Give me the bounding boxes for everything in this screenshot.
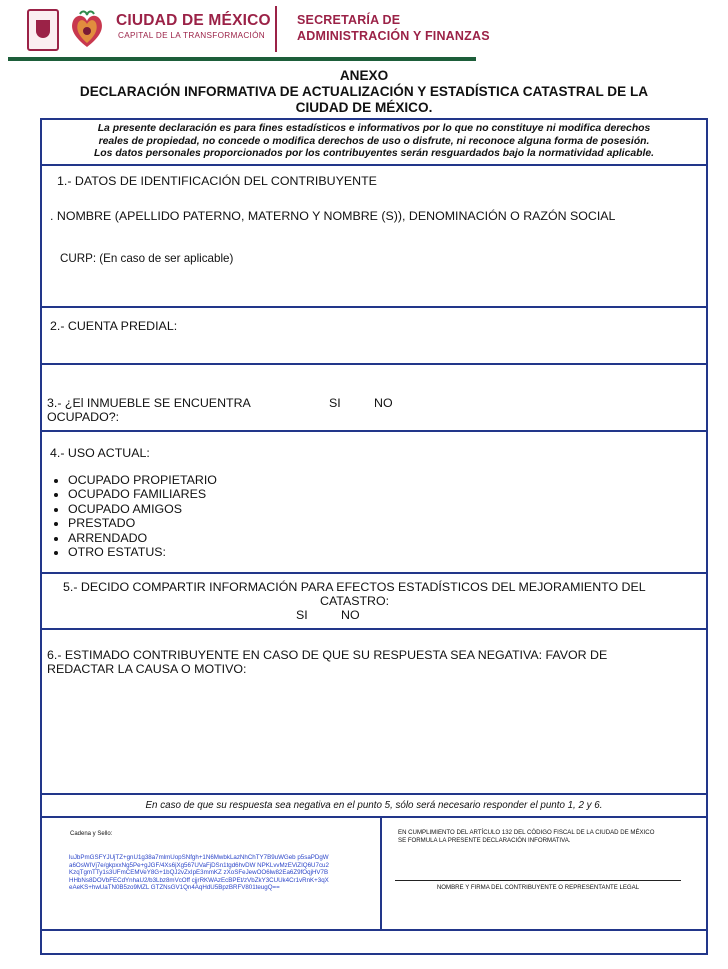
section6-instruction-cont[interactable]: REDACTAR LA CAUSA O MOTIVO: xyxy=(47,662,247,676)
uso-option-familiares[interactable]: • OCUPADO FAMILIARES xyxy=(68,487,217,501)
section3-option-si[interactable]: SI xyxy=(329,396,341,410)
section6-instruction: 6.- ESTIMADO CONTRIBUYENTE EN CASO DE QUE SU RESPUESTA SEA NEGATIVA: FAVOR DE xyxy=(47,648,608,662)
uso-option-arrendado[interactable]: • ARRENDADO xyxy=(68,531,217,545)
cadena-label: Cadena y Sello: xyxy=(70,831,113,837)
section1-heading: 1.- DATOS DE IDENTIFICACIÓN DEL CONTRIBUYENTE xyxy=(57,174,377,188)
cdmx-shield-logo xyxy=(27,9,59,51)
section5-option-no[interactable]: NO xyxy=(341,608,360,622)
divider xyxy=(40,363,708,365)
uso-option-amigos[interactable]: • OCUPADO AMIGOS xyxy=(68,502,217,516)
intro-disclaimer xyxy=(56,123,692,161)
cdmx-heart-logo xyxy=(68,9,106,51)
curp-field-label[interactable]: CURP: (En caso de ser aplicable) xyxy=(60,252,234,265)
secretaria-line2: ADMINISTRACIÓN Y FINANZAS xyxy=(297,28,490,43)
header-divider xyxy=(275,6,277,52)
section5-question: 5.- DECIDO COMPARTIR INFORMACIÓN PARA EFECTOS ESTADÍSTICOS DEL MEJORAMIENTO DEL xyxy=(63,580,646,594)
title-line3: CIUDAD DE MÉXICO. xyxy=(295,100,433,115)
intro-line3: Los datos personales proporcionados por los contribuyentes serán resguardados bajo la normatividad aplicable. xyxy=(93,148,655,159)
divider xyxy=(40,572,708,574)
divider xyxy=(40,929,708,931)
signature-line[interactable] xyxy=(395,880,681,881)
uso-actual-list xyxy=(49,473,217,559)
divider xyxy=(40,164,708,166)
intro-line1: La presente declaración es para fines estadísticos e informativos por lo que no constituye ni modifica derechos xyxy=(97,123,651,134)
uso-option-prestado[interactable]: • PRESTADO xyxy=(68,516,217,530)
footer-divider xyxy=(380,817,382,929)
intro-line2: reales de propiedad, no concede o modifica derechos de uso o disfrute, ni reconoce alguna forma de posesión. xyxy=(98,135,650,147)
divider xyxy=(40,306,708,308)
uso-option-otro[interactable]: • OTRO ESTATUS: xyxy=(68,545,217,559)
brand-subtitle: CAPITAL DE LA TRANSFORMACIÓN xyxy=(118,31,266,40)
cuenta-predial-label[interactable]: 2.- CUENTA PREDIAL: xyxy=(50,319,178,333)
cadena-sello-value: luJbPmGSFYJUjTZ+gnU1g38a7mlmUopSNfgh+1N6MwbkLazNhChTY7B9uWGeb p5saPDgWa6OsWIVj7e/gkpxxNg5Pe+gJGF/4Xs6jXg567UVaFjDSn1tgd6hvDW NPKLvvMzEViZIQ6U7cu2KzqTgmTTy1s3UFmCEMVeY8G+1bQJ2vZxIpE3mmKZ zXoSFeJewOO6lw82Ea6Z9fOqjHV7BHHbNs8DOVbFECdYnhaU2/b3Lbz8mVcOff cjjrRKWAzEcBPEt/zVbZkY3CUUk4Cr1vRnK+3qXeAeKS+hwUaTN0B5zo9MZL GTZNsGV1Qn4AqHdU5BpzBRFV801teugQ== xyxy=(69,854,329,892)
nombre-field-label[interactable]: . NOMBRE (APELLIDO PATERNO, MATERNO Y NOMBRE (S)), DENOMINACIÓN O RAZÓN SOCIAL xyxy=(50,209,616,223)
instruction-note: En caso de que su respuesta sea negativa en el punto 5, sólo será necesario responder el punto 1, 2 y 6. xyxy=(145,800,603,811)
signature-label: NOMBRE Y FIRMA DEL CONTRIBUYENTE O REPRESENTANTE LEGAL xyxy=(436,884,640,891)
uso-option-propietario[interactable]: • OCUPADO PROPIETARIO xyxy=(68,473,217,487)
section5-question-cont: CATASTRO: xyxy=(320,594,390,608)
brand-title: CIUDAD DE MÉXICO xyxy=(116,12,271,29)
section3-question-cont: OCUPADO?: xyxy=(47,410,120,424)
legal-statement: EN CUMPLIMIENTO DEL ARTÍCULO 132 DEL CÓDIGO FISCAL DE LA CIUDAD DE MÉXICO SE FORMULA LA PRESENTE DECLARACIÓN INFORMATIVA. xyxy=(398,829,655,844)
header-accent-bar xyxy=(8,57,476,61)
section5-option-si[interactable]: SI xyxy=(296,608,308,622)
section4-heading: 4.- USO ACTUAL: xyxy=(50,446,150,460)
secretaria-line1: SECRETARÍA DE xyxy=(297,13,401,27)
divider xyxy=(40,816,708,818)
divider xyxy=(40,430,708,432)
divider xyxy=(40,628,708,630)
secretaria-name xyxy=(297,13,490,44)
section3-option-no[interactable]: NO xyxy=(374,396,393,410)
title-line2: DECLARACIÓN INFORMATIVA DE ACTUALIZACIÓN Y ESTADÍSTICA CATASTRAL DE LA xyxy=(79,84,649,99)
divider xyxy=(40,793,708,795)
section3-question: 3.- ¿El INMUEBLE SE ENCUENTRA xyxy=(47,396,251,410)
title-anexo: ANEXO xyxy=(339,68,389,83)
